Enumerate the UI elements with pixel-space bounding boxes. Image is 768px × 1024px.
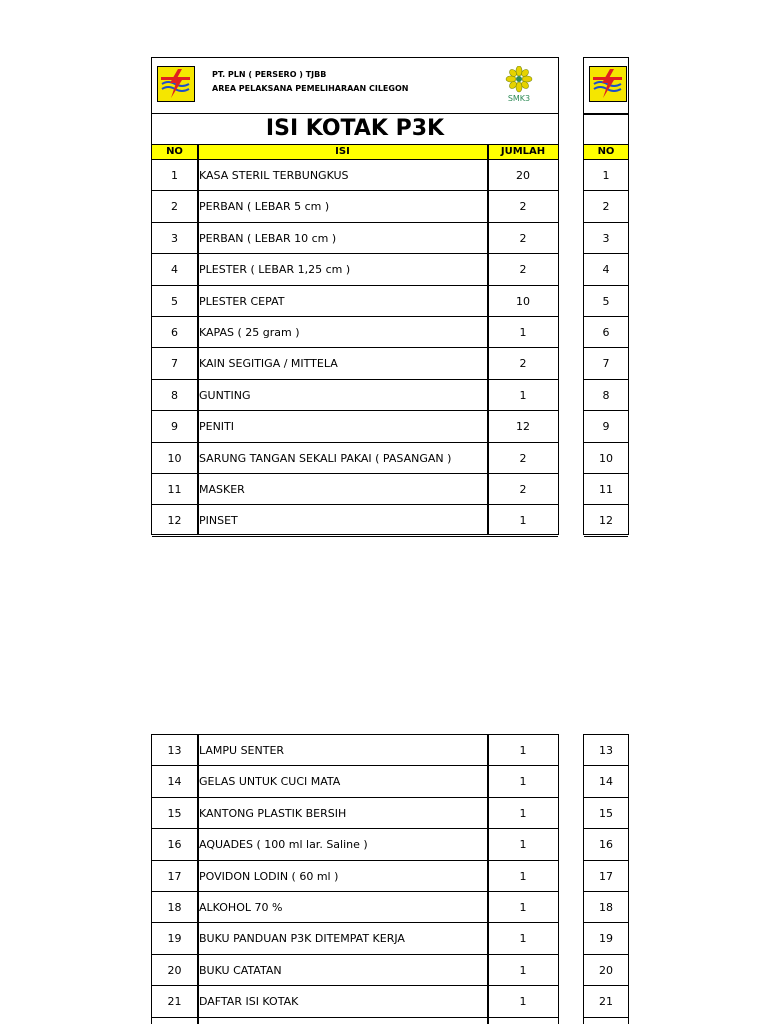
item-name: SARUNG TANGAN SEKALI PAKAI ( PASANGAN ) [199, 451, 452, 465]
table-row-number: 16 [584, 829, 628, 860]
item-number: 19 [167, 932, 182, 946]
item-number: 3 [171, 231, 178, 245]
item-quantity: 20 [516, 169, 530, 182]
item-name: GELAS UNTUK CUCI MATA [199, 775, 341, 789]
item-name: ALKOHOL 70 % [199, 901, 283, 914]
item-quantity: 1 [519, 326, 527, 339]
column-isi: ISI [335, 146, 350, 157]
item-quantity: 1 [519, 995, 527, 1009]
column-header [152, 144, 558, 160]
column-jumlah: JUMLAH [500, 146, 546, 157]
item-quantity: 2 [519, 200, 527, 214]
item-quantity: 12 [516, 420, 530, 434]
item-number: 21 [167, 995, 182, 1009]
item-number: 5 [171, 294, 178, 308]
item-quantity: 2 [519, 357, 527, 371]
item-quantity: 1 [519, 744, 527, 757]
pln-lightning-icon [589, 66, 627, 102]
item-name: BUKU PANDUAN P3K DITEMPAT KERJA [199, 932, 405, 946]
page-title: ISI KOTAK P3K [265, 116, 445, 141]
item-number: 4 [171, 263, 178, 277]
company-line-1: PT. PLN ( PERSERO ) TJBB [212, 70, 327, 79]
item-name: PLESTER CEPAT [199, 294, 285, 308]
item-name: BUKU CATATAN [199, 963, 282, 977]
table-row [152, 474, 558, 505]
table-row [152, 191, 558, 222]
p3k-table-copy-page2 [583, 734, 629, 1024]
p3k-table-page2 [151, 734, 559, 1024]
table-row [152, 223, 558, 254]
table-row [152, 892, 558, 923]
item-name: LAMPU SENTER [199, 744, 285, 757]
table-row-number: 11 [584, 474, 628, 505]
item-number: 18 [167, 901, 182, 914]
item-name: PERBAN ( LEBAR 10 cm ) [199, 231, 337, 245]
table-row-number: 17 [584, 861, 628, 892]
table-row [152, 766, 558, 797]
item-number: 15 [167, 806, 182, 820]
table-row [152, 955, 558, 986]
item-name: KAIN SEGITIGA / MITTELA [199, 357, 338, 371]
table-row [152, 348, 558, 379]
item-name: PERBAN ( LEBAR 5 cm ) [199, 200, 330, 214]
item-number: 10 [167, 451, 182, 465]
table-row-number: 4 [584, 254, 628, 285]
item-number: 8 [171, 388, 178, 402]
item-number: 11 [167, 483, 182, 496]
table-row [152, 411, 558, 442]
item-name: PINSET [199, 514, 238, 528]
item-name: KAPAS ( 25 gram ) [199, 326, 300, 339]
item-name: PENITI [199, 420, 235, 434]
item-name: POVIDON LODIN ( 60 ml ) [199, 869, 339, 883]
item-number: 6 [171, 326, 178, 339]
item-number: 9 [171, 420, 178, 434]
p3k-table-page1 [151, 57, 559, 535]
table-row-number: 20 [584, 955, 628, 986]
item-quantity: 1 [519, 869, 527, 883]
table-row-number: 13 [584, 735, 628, 766]
smk3-label: SMK3 [507, 94, 531, 103]
table-row [152, 861, 558, 892]
item-name: KANTONG PLASTIK BERSIH [199, 806, 347, 820]
table-row-number: 2 [584, 191, 628, 222]
table-row [152, 380, 558, 411]
item-quantity: 1 [519, 514, 527, 528]
item-quantity: 10 [516, 294, 530, 308]
divider [584, 113, 628, 115]
table-row [152, 286, 558, 317]
item-quantity: 2 [519, 451, 527, 465]
table-row-number: 12 [584, 505, 628, 536]
item-number: 1 [171, 169, 178, 182]
item-quantity: 2 [519, 263, 527, 277]
table-row-number: 10 [584, 443, 628, 474]
item-quantity: 1 [519, 775, 527, 789]
table-row [152, 798, 558, 829]
item-quantity: 1 [519, 963, 527, 977]
table-row [152, 829, 558, 860]
item-name: KASA STERIL TERBUNGKUS [199, 169, 349, 182]
table-row-number: 14 [584, 766, 628, 797]
table-row-number: 1 [584, 160, 628, 191]
pln-lightning-icon [157, 66, 195, 102]
table-row-number: 6 [584, 317, 628, 348]
item-quantity: 2 [519, 231, 527, 245]
table-row-number: 21 [584, 986, 628, 1017]
table-row-number: 3 [584, 223, 628, 254]
item-name: MASKER [199, 483, 245, 496]
company-line-2: AREA PELAKSANA PEMELIHARAAN CILEGON [212, 84, 409, 93]
item-number: 2 [171, 200, 178, 214]
table-row [152, 923, 558, 954]
table-row [152, 254, 558, 285]
column-no: NO [166, 146, 183, 157]
table-row [152, 160, 558, 191]
item-quantity: 1 [519, 388, 527, 402]
item-number: 12 [167, 514, 182, 528]
item-name: PLESTER ( LEBAR 1,25 cm ) [199, 263, 351, 277]
column-no: NO [584, 144, 628, 160]
table-row-number: 8 [584, 380, 628, 411]
table-row [152, 735, 558, 766]
item-name: AQUADES ( 100 ml lar. Saline ) [199, 838, 368, 852]
table-row [152, 505, 558, 536]
item-number: 20 [167, 963, 182, 977]
company-name [212, 68, 408, 96]
table-row [152, 317, 558, 348]
item-number: 16 [167, 838, 182, 852]
table-row [152, 443, 558, 474]
p3k-table-copy-page1 [583, 57, 629, 535]
item-number: 13 [167, 744, 182, 757]
table-row-number: 18 [584, 892, 628, 923]
letterhead [152, 58, 558, 114]
item-number: 17 [167, 869, 182, 883]
item-quantity: 2 [519, 483, 527, 496]
table-row-number: 19 [584, 923, 628, 954]
table-row-number: 9 [584, 411, 628, 442]
item-quantity: 1 [519, 901, 527, 914]
item-number: 14 [167, 775, 182, 789]
smk3-flower-icon [502, 66, 536, 106]
table-row-number: 15 [584, 798, 628, 829]
item-name: DAFTAR ISI KOTAK [199, 995, 299, 1009]
item-name: GUNTING [199, 388, 251, 402]
item-quantity: 1 [519, 838, 527, 852]
item-quantity: 1 [519, 806, 527, 820]
item-quantity: 1 [519, 932, 527, 946]
page-margin [629, 0, 768, 1024]
table-row-number: 5 [584, 286, 628, 317]
item-number: 7 [171, 357, 178, 371]
table-row-number: 7 [584, 348, 628, 379]
table-row [152, 986, 558, 1017]
